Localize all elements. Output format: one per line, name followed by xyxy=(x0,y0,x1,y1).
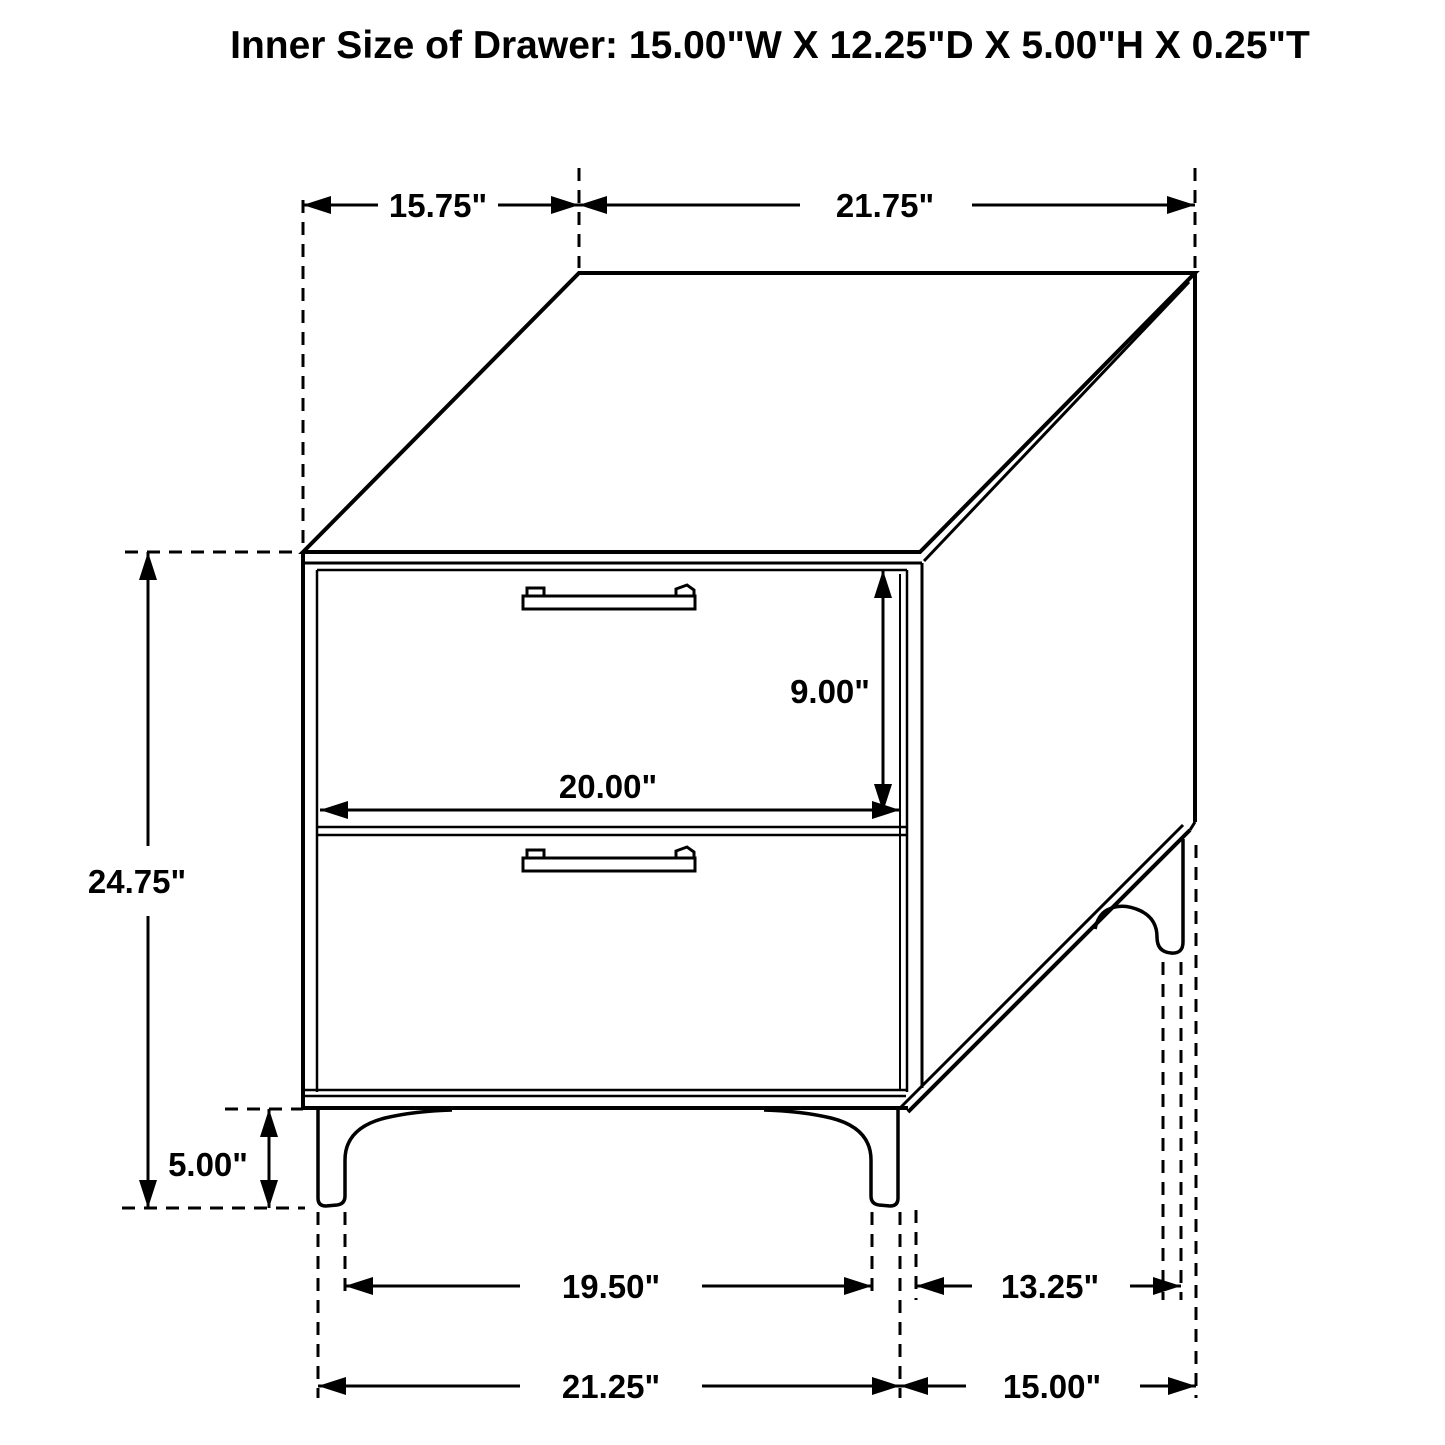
dimension-top-width xyxy=(579,168,1195,268)
handle-left-cap xyxy=(527,588,544,596)
top-face xyxy=(303,273,1195,552)
arrowhead-up xyxy=(139,552,157,580)
nightstand-drawing xyxy=(303,273,1195,1206)
dimension-drawer-height xyxy=(790,570,892,812)
arrowhead-up xyxy=(260,1109,278,1137)
dimension-side-depth xyxy=(900,845,1196,1405)
dim-label-drawer-height: 9.00" xyxy=(790,673,870,710)
arrowhead-left xyxy=(345,1277,373,1295)
arrowhead-left xyxy=(320,801,348,819)
handle-left-cap xyxy=(527,850,544,858)
side-panel-bottom-inner xyxy=(901,825,1183,1107)
arrowhead-right xyxy=(1168,1377,1196,1395)
handle-bar xyxy=(523,858,695,871)
dimension-base-width xyxy=(318,1212,900,1405)
dim-label-leg-height: 5.00" xyxy=(168,1146,248,1183)
arrowhead-down xyxy=(139,1180,157,1208)
handle-right-cap xyxy=(676,585,694,596)
arrowhead-left xyxy=(303,196,331,214)
front-right-leg xyxy=(764,1110,898,1206)
dimension-front-feet-span xyxy=(345,1212,872,1305)
arrowhead-left xyxy=(579,196,607,214)
dim-label-overall-height: 24.75" xyxy=(87,863,187,900)
side-panel-corner-step xyxy=(1190,822,1195,830)
side-panel-bottom-outer xyxy=(908,830,1190,1112)
dim-label-side-feet-span: 13.25" xyxy=(1000,1268,1100,1305)
arrowhead-left xyxy=(318,1377,346,1395)
arrowhead-left xyxy=(916,1277,944,1295)
drawing-title: Inner Size of Drawer: 15.00"W X 12.25"D X 5.00"H X 0.25"T xyxy=(230,24,1310,67)
dim-label-drawer-width: 20.00" xyxy=(558,768,658,805)
dim-label-side-depth: 15.00" xyxy=(1002,1368,1102,1405)
arrowhead-left xyxy=(900,1377,928,1395)
arrowhead-right xyxy=(1167,196,1195,214)
arrowhead-down xyxy=(260,1180,278,1208)
dim-label-base-width: 21.25" xyxy=(561,1368,661,1405)
handle-right-cap xyxy=(676,847,694,858)
dim-label-front-feet-span: 19.50" xyxy=(561,1268,661,1305)
front-left-leg xyxy=(318,1110,452,1206)
back-right-leg xyxy=(1095,839,1183,953)
dim-label-top-width: 21.75" xyxy=(835,187,935,224)
arrowhead-right xyxy=(1153,1277,1181,1295)
arrowhead-right xyxy=(872,1377,900,1395)
arrowhead-right xyxy=(551,196,579,214)
handle-bar xyxy=(523,596,695,609)
arrowhead-up xyxy=(874,570,892,598)
arrowhead-right xyxy=(844,1277,872,1295)
arrowhead-right xyxy=(872,801,900,819)
dimension-leg-height xyxy=(168,1109,303,1208)
dimension-drawer-width xyxy=(320,768,900,819)
dimension-side-feet-span xyxy=(916,962,1181,1305)
drawer-2-handle xyxy=(523,847,695,871)
dim-label-top-depth: 15.75" xyxy=(388,187,488,224)
drawer-1-handle xyxy=(523,585,695,609)
